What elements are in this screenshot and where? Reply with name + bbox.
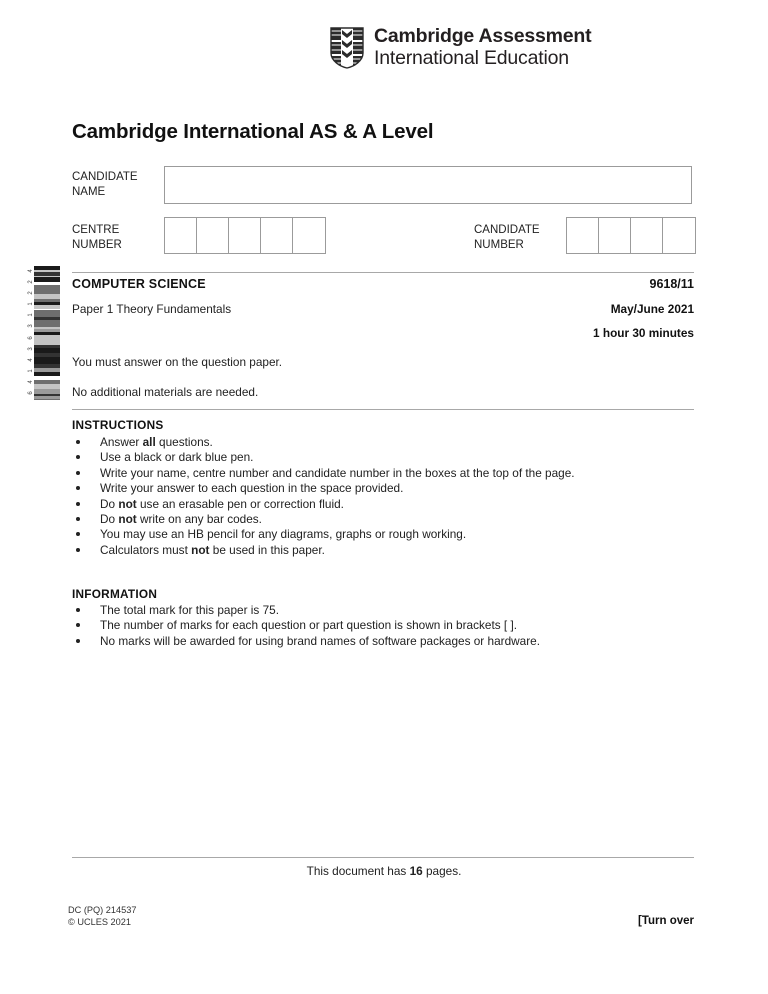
list-item-text: questions.	[155, 435, 213, 449]
page-title: Cambridge International AS & A Level	[72, 120, 434, 143]
list-item-text: Write your answer to each question in the space provided.	[100, 481, 404, 496]
list-item-text: You may use an HB pencil for any diagrams, graphs or rough working.	[100, 527, 467, 542]
turn-over-marker: [Turn over	[637, 915, 694, 927]
list-item-emphasis: all	[142, 435, 156, 449]
list-item	[72, 527, 694, 542]
centre-number-label-line2: NUMBER	[72, 238, 122, 251]
bar-code-digit: 1	[28, 369, 34, 373]
exam-session: May/June 2021	[610, 302, 694, 316]
document-reference	[68, 905, 136, 928]
bullet-icon	[76, 548, 80, 552]
bar-code-digit: 6	[28, 336, 34, 340]
divider-above-footer	[72, 857, 694, 858]
list-item	[72, 618, 694, 633]
candidate-number-cell[interactable]	[599, 218, 631, 253]
bullet-icon	[76, 532, 80, 536]
divider-above-instructions	[72, 409, 694, 410]
candidate-number-cell[interactable]	[663, 218, 695, 253]
answer-on-paper-notice: You must answer on the question paper.	[72, 355, 283, 369]
list-item-text: use an erasable pen or correction fluid.	[136, 496, 344, 511]
list-item	[72, 435, 694, 450]
logo-wordmark	[374, 26, 591, 70]
candidate-name-label-line1: CANDIDATE	[72, 171, 138, 183]
bullet-icon	[76, 440, 80, 444]
candidate-number-label-line1: CANDIDATE	[474, 224, 540, 236]
centre-number-cell[interactable]	[165, 218, 197, 253]
bar-code-digit: 4	[28, 358, 34, 362]
bar-code-digit: 2	[28, 291, 34, 295]
logo-line-primary: Cambridge Assessment	[374, 25, 592, 47]
list-item	[72, 450, 694, 465]
list-item	[72, 634, 694, 649]
list-item-text: be used in this paper.	[209, 542, 325, 557]
candidate-name-input[interactable]	[164, 166, 692, 204]
bullet-icon	[76, 639, 80, 643]
list-item-text: Calculators must	[100, 542, 192, 557]
centre-number-cell[interactable]	[229, 218, 261, 253]
candidate-number-cell[interactable]	[567, 218, 599, 253]
centre-number-label-line1: CENTRE	[72, 224, 120, 236]
bar-code-digit: 1	[28, 313, 34, 317]
list-item-emphasis: not	[118, 496, 137, 511]
bar-code-digit: 3	[28, 347, 34, 351]
centre-number-input[interactable]	[164, 217, 326, 254]
list-item	[72, 481, 694, 496]
list-item-emphasis: not	[118, 512, 137, 527]
list-item	[72, 543, 694, 558]
cambridge-shield-crest	[330, 27, 364, 69]
information-list	[72, 603, 694, 649]
list-item-text: Do	[100, 496, 119, 511]
instructions-list	[72, 435, 694, 558]
bar-code-digit: 3	[28, 324, 34, 328]
logo-line-secondary: International Education	[374, 46, 569, 69]
list-item-text: The number of marks for each question or part question is shown in brackets [ ].	[100, 618, 518, 633]
page-count-statement	[0, 864, 768, 878]
page-count-prefix: This document has	[306, 864, 410, 878]
document-reference-code: DC (PQ) 214537	[68, 905, 137, 915]
paper-code: 9618/11	[649, 277, 694, 291]
bar-code-digit: 4	[28, 380, 34, 384]
bar-code-digit: 1	[28, 302, 34, 306]
page-count-suffix: pages.	[422, 864, 462, 878]
candidate-number-label-line2: NUMBER	[474, 238, 524, 251]
bar-code-digit: 6	[28, 391, 34, 395]
centre-number-cell[interactable]	[261, 218, 293, 253]
candidate-number-label	[474, 223, 540, 252]
bullet-icon	[76, 455, 80, 459]
list-item	[72, 497, 694, 512]
bar-code-bars	[34, 266, 60, 400]
cambridge-assessment-logo	[330, 26, 591, 70]
copyright-notice: © UCLES 2021	[68, 916, 131, 927]
additional-materials-notice: No additional materials are needed.	[72, 385, 259, 399]
list-item-text: write on any bar codes.	[136, 512, 262, 527]
candidate-number-cell[interactable]	[631, 218, 663, 253]
list-item	[72, 466, 694, 481]
centre-number-cell[interactable]	[197, 218, 229, 253]
bullet-icon	[76, 502, 80, 506]
candidate-name-label-line2: NAME	[72, 185, 106, 198]
bar-code	[26, 266, 60, 400]
list-item	[72, 512, 694, 527]
bar-code-bar	[34, 399, 60, 400]
list-item-text: Write your name, centre number and candidate number in the boxes at the top of the page.	[100, 465, 575, 480]
bullet-icon	[76, 486, 80, 490]
centre-number-cell[interactable]	[293, 218, 325, 253]
exam-duration: 1 hour 30 minutes	[593, 326, 694, 340]
page-count-number: 16	[409, 864, 423, 878]
information-heading: INFORMATION	[72, 587, 158, 601]
candidate-name-label	[72, 170, 138, 199]
list-item	[72, 603, 694, 618]
list-item-text: Answer	[100, 435, 143, 449]
list-item-text: The total mark for this paper is 75.	[100, 603, 279, 617]
list-item-text: Use a black or dark blue pen.	[100, 450, 254, 465]
subject-name: COMPUTER SCIENCE	[72, 277, 206, 291]
list-item-text: No marks will be awarded for using brand names of software packages or hardware.	[100, 633, 540, 648]
bullet-icon	[76, 608, 80, 612]
paper-component-name: Paper 1 Theory Fundamentals	[72, 302, 232, 316]
list-item-text: Do	[100, 512, 119, 527]
divider-above-subject	[72, 272, 694, 273]
bar-code-digit: 2	[28, 280, 34, 284]
bullet-icon	[76, 517, 80, 521]
bullet-icon	[76, 471, 80, 475]
centre-number-label	[72, 223, 122, 252]
bar-code-digit: 4	[28, 269, 34, 273]
list-item-emphasis: not	[191, 542, 210, 557]
instructions-heading: INSTRUCTIONS	[72, 418, 164, 432]
bullet-icon	[76, 623, 80, 627]
candidate-number-input[interactable]	[566, 217, 696, 254]
